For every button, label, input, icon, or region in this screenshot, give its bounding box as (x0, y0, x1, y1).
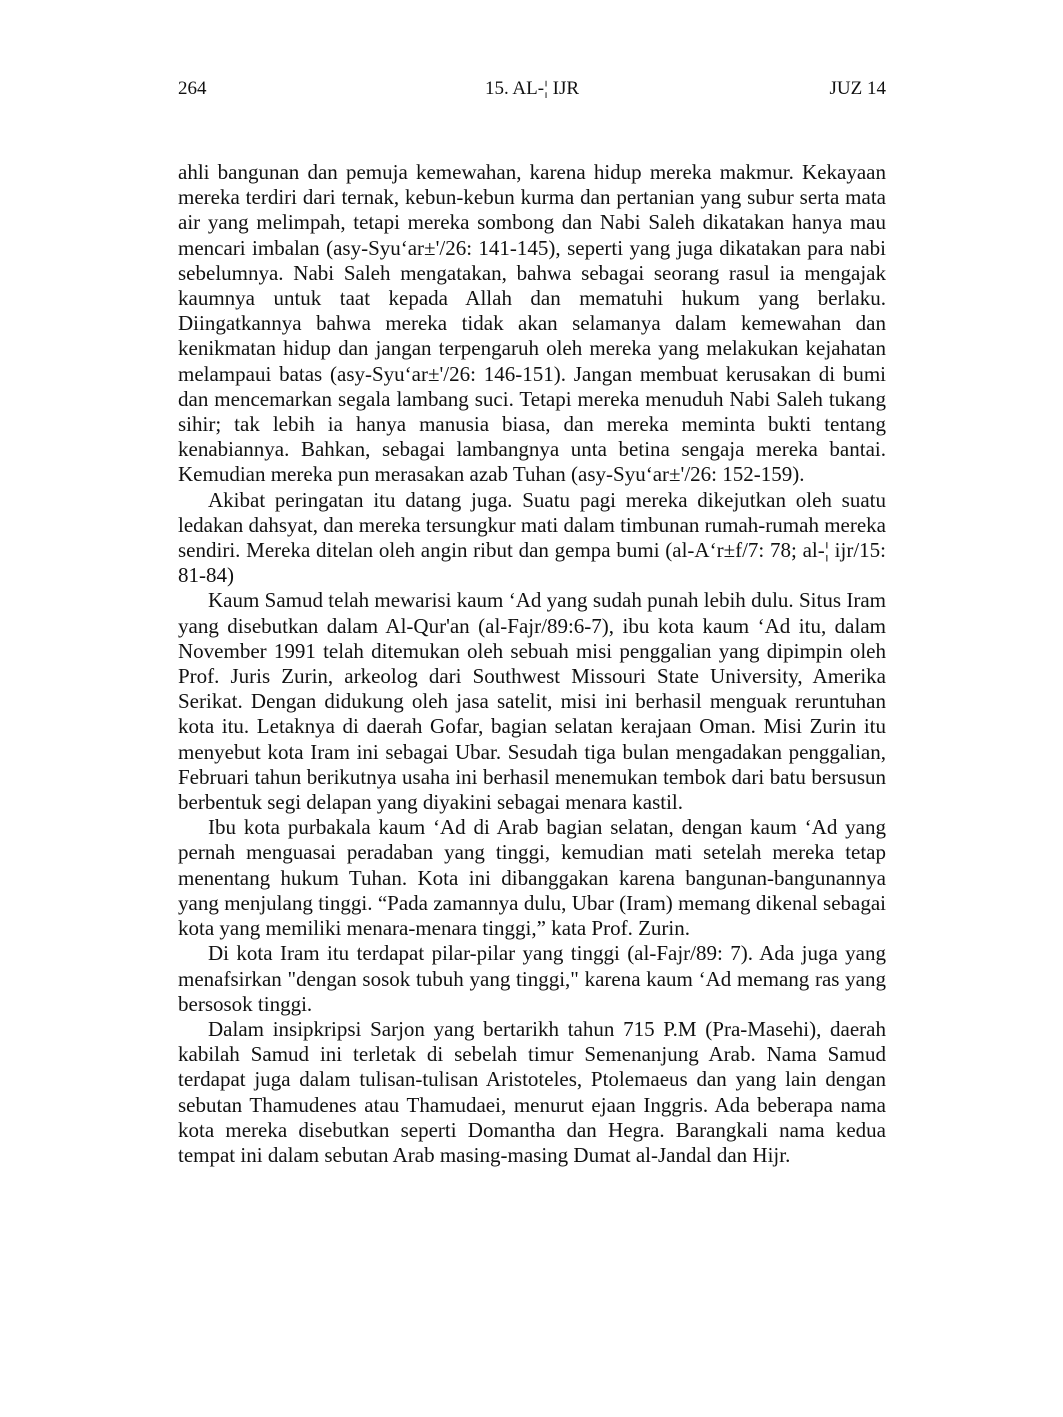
surah-title: 15. AL-¦ IJR (484, 78, 580, 99)
paragraph: Akibat peringatan itu datang juga. Suatu pagi mereka dikejutkan oleh suatu ledakan dahsyat, dan mereka tersungkur mati dalam timbunan rumah-rumah mereka sendiri. Mereka ditelan oleh angin ribut dan gempa bumi (al-A‘r±f/7: 78; al-¦ ijr/15: 81-84) (178, 487, 886, 588)
page-number: 264 (178, 78, 207, 99)
paragraph: Di kota Iram itu terdapat pilar-pilar yang tinggi (al-Fajr/89: 7). Ada juga yang menafsirkan "dengan sosok tubuh yang tinggi," karena kaum ‘Ad memang ras yang bersosok tinggi. (178, 941, 886, 1016)
juz-label: JUZ 14 (829, 78, 886, 99)
paragraph: ahli bangunan dan pemuja kemewahan, karena hidup mereka makmur. Kekayaan mereka terdiri dari ternak, kebun-kebun kurma dan pertanian yang subur serta mata air yang melimpah, tetapi mereka sombong dan Nabi Saleh dikatakan hanya mau mencari imbalan (asy-Syu‘ar±'/26: 141-145), seperti yang juga dikatakan para nabi sebelumnya. Nabi Saleh mengatakan, bahwa sebagai seorang rasul ia mengajak kaumnya untuk taat kepada Allah dan mematuhi hukum yang berlaku. Diingatkannya bahwa mereka tidak akan selamanya dalam kemewahan dan kenikmatan hidup dan jangan terpengaruh oleh mereka yang melakukan kejahatan melampaui batas (asy-Syu‘ar±'/26: 146-151). Jangan membuat kerusakan di bumi dan mencemarkan segala lambang suci. Tetapi mereka menuduh Nabi Saleh tukang sihir; tak lebih ia hanya manusia biasa, dan mereka meminta bukti tentang kenabiannya. Bahkan, sebagai lambangnya unta betina sengaja mereka bantai. Kemudian mereka pun merasakan azab Tuhan (asy-Syu‘ar±'/26: 152-159). (178, 160, 886, 487)
running-header (178, 76, 886, 102)
paragraph: Kaum Samud telah mewarisi kaum ‘Ad yang sudah punah lebih dulu. Situs Iram yang disebutkan dalam Al-Qur'an (al-Fajr/89:6-7), ibu kota kaum ‘Ad itu, dalam November 1991 telah ditemukan oleh sebuah misi penggalian yang dipimpin oleh Prof. Juris Zurin, arkeolog dari Southwest Missouri State University, Amerika Serikat. Dengan didukung oleh jasa satelit, misi ini berhasil menguak reruntuhan kota itu. Letaknya di daerah Gofar, bagian selatan kerajaan Oman. Misi Zurin itu menyebut kota Iram ini sebagai Ubar. Sesudah tiga bulan mengadakan penggalian, Februari tahun berikutnya usaha ini berhasil menemukan tembok dari batu bersusun berbentuk segi delapan yang diyakini sebagai menara kastil. (178, 588, 886, 815)
paragraph: Dalam insipkripsi Sarjon yang bertarikh tahun 715 P.M (Pra-Masehi), daerah kabilah Samud ini terletak di sebelah timur Semenanjung Arab. Nama Samud terdapat juga dalam tulisan-tulisan Aristoteles, Ptolemaeus dan yang lain dengan sebutan Thamudenes atau Thamudaei, menurut ejaan Inggris. Ada beberapa nama kota mereka disebutkan seperti Domantha dan Hegra. Barangkali nama kedua tempat ini dalam sebutan Arab masing-masing Dumat al-Jandal dan Hijr. (178, 1016, 886, 1167)
body-text (178, 160, 886, 1168)
paragraph: Ibu kota purbakala kaum ‘Ad di Arab bagian selatan, dengan kaum ‘Ad yang pernah menguasai peradaban yang tinggi, kemudian mati setelah mereka tetap menentang hukum Tuhan. Kota ini dibanggakan karena bangunan-bangunannya yang menjulang tinggi. “Pada zamannya dulu, Ubar (Iram) memang dikenal sebagai kota yang memiliki menara-menara tinggi,” kata Prof. Zurin. (178, 815, 886, 941)
